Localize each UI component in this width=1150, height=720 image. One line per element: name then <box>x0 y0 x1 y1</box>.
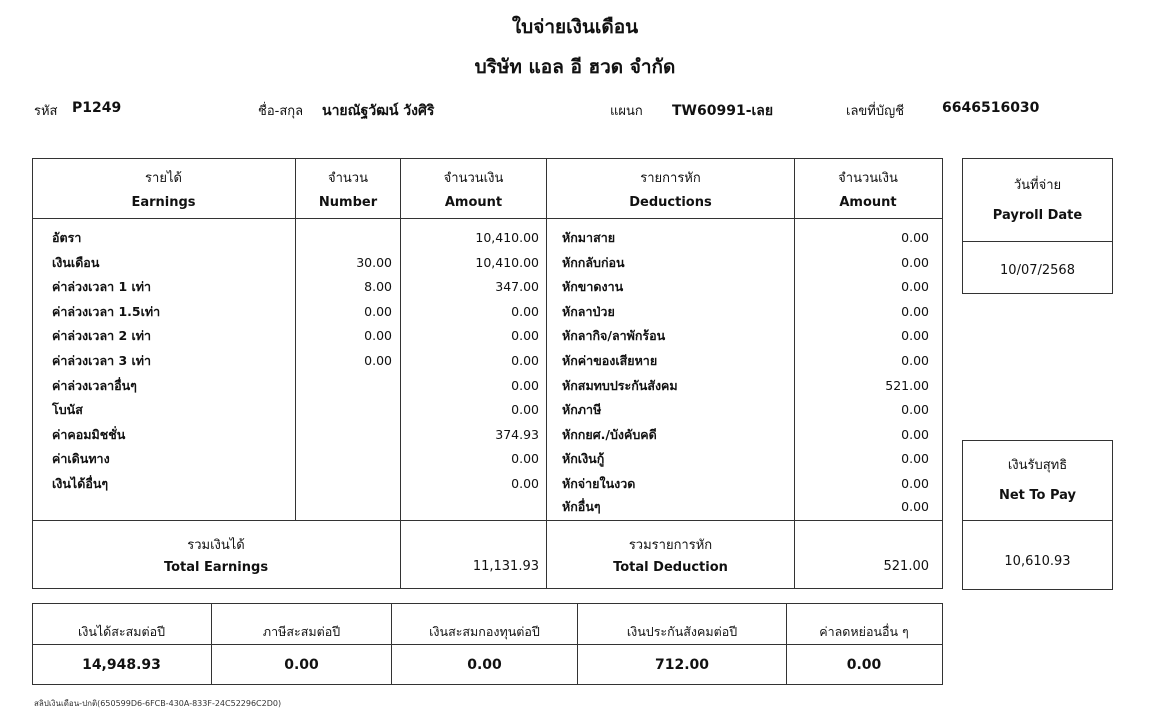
header-deductions: รายการหัก Deductions <box>629 171 712 210</box>
payroll-date-label: วันที่จ่าย Payroll Date <box>992 178 1083 223</box>
deduction-amount: 0.00 <box>901 451 929 467</box>
earning-label: ค่าเดินทาง <box>52 451 110 467</box>
deduction-amount: 0.00 <box>901 402 929 418</box>
deduction-amount: 0.00 <box>901 328 929 344</box>
total-deduction-label: รวมรายการหัก Total Deduction <box>613 538 728 575</box>
earning-amount: 374.93 <box>495 426 539 442</box>
earning-amount: 0.00 <box>511 377 539 393</box>
deduction-label: หักเงินกู้ <box>562 451 605 467</box>
dept-label: แผนก <box>610 104 643 119</box>
account-label: เลขที่บัญชี <box>846 104 905 119</box>
account-number: 6646516030 <box>942 100 1040 116</box>
earning-label: ค่าล่วงเวลา 1 เท่า <box>52 279 152 295</box>
deduction-amount: 0.00 <box>901 476 929 491</box>
deduction-amount: 0.00 <box>901 499 929 514</box>
earning-label: ค่าล่วงเวลาอื่นๆ <box>52 377 137 393</box>
earning-label: ค่าคอมมิชชั่น <box>52 426 126 442</box>
ytd-value: 0.00 <box>284 657 319 673</box>
earning-amount: 0.00 <box>511 451 539 467</box>
earning-number: 0.00 <box>364 328 392 344</box>
deduction-label: หักลากิจ/ลาพักร้อน <box>562 328 666 344</box>
deduction-label: หักจ่ายในงวด <box>562 476 636 491</box>
earning-number: 0.00 <box>364 303 392 319</box>
ytd-label: เงินประกันสังคมต่อปี <box>626 624 738 639</box>
deduction-amount: 0.00 <box>901 426 929 442</box>
earning-label: ค่าล่วงเวลา 2 เท่า <box>52 328 152 344</box>
code-label: รหัส <box>34 104 58 119</box>
net-pay-value: 10,610.93 <box>1004 554 1071 569</box>
deduction-amount: 0.00 <box>901 279 929 295</box>
ytd-value: 0.00 <box>846 657 882 673</box>
earning-number <box>296 423 392 447</box>
earning-label: อัตรา <box>52 230 82 245</box>
deduction-amount: 0.00 <box>901 353 929 368</box>
total-earnings-label: รวมเงินได้ Total Earnings <box>163 538 269 575</box>
ytd-label: เงินสะสมกองทุนต่อปี <box>429 624 540 639</box>
deduction-label: หักกลับก่อน <box>562 254 625 270</box>
earning-number <box>296 226 392 250</box>
slip-footer-id: สลิปเงินเดือน-ปกติ(650599D6-6FCB-430A-833F-24C52296C2D0) <box>34 699 282 708</box>
deduction-label: หักลาป่วย <box>562 303 615 319</box>
payroll-date-value: 10/07/2568 <box>1000 263 1075 278</box>
deduction-amount: 0.00 <box>901 230 929 245</box>
ytd-value: 0.00 <box>467 657 502 673</box>
earning-label: เงินได้อื่นๆ <box>52 476 109 491</box>
header-number: จำนวน Number <box>318 171 378 210</box>
deduction-label: หักอื่นๆ <box>562 499 601 514</box>
employee-name: นายณัฐวัฒน์ วังศิริ <box>322 103 435 119</box>
earning-number: 8.00 <box>364 279 392 295</box>
deduction-label: หักสมทบประกันสังคม <box>562 377 678 393</box>
ytd-label: ภาษีสะสมต่อปี <box>262 624 341 639</box>
employee-code: P1249 <box>72 100 122 116</box>
earning-label: เงินเดือน <box>52 254 100 270</box>
deduction-label: หักภาษี <box>562 402 602 418</box>
header-deduction-amount: จำนวนเงิน Amount <box>838 171 898 210</box>
earning-number: 0.00 <box>364 353 392 368</box>
earning-amount: 347.00 <box>495 279 539 295</box>
ytd-label: เงินได้สะสมต่อปี <box>77 624 166 639</box>
company-name: บริษัท แอล อี ฮวด จำกัด <box>474 56 676 78</box>
deduction-label: หักกยศ./บังคับคดี <box>562 426 657 442</box>
earning-amount: 0.00 <box>511 353 539 368</box>
document-title: ใบจ่ายเงินเดือน <box>511 16 639 38</box>
header-amount: จำนวนเงิน Amount <box>443 171 504 210</box>
department: TW60991-เลย <box>672 103 774 119</box>
earning-amount: 0.00 <box>511 402 539 418</box>
total-earnings-value: 11,131.93 <box>472 559 539 574</box>
earning-amount: 10,410.00 <box>475 254 539 270</box>
earning-amount: 0.00 <box>511 303 539 319</box>
net-pay-label: เงินรับสุทธิ Net To Pay <box>998 458 1077 503</box>
earning-number: 30.00 <box>356 254 392 270</box>
deduction-amount: 0.00 <box>901 254 929 270</box>
ytd-label: ค่าลดหย่อนอื่น ๆ <box>819 624 909 639</box>
earning-number <box>296 398 392 422</box>
earning-label: โบนัส <box>52 402 83 418</box>
earning-amount: 0.00 <box>511 328 539 344</box>
earning-label: ค่าล่วงเวลา 1.5เท่า <box>52 303 161 319</box>
deduction-amount: 0.00 <box>901 303 929 319</box>
name-label: ชื่อ-สกุล <box>258 104 304 119</box>
earning-label: ค่าล่วงเวลา 3 เท่า <box>52 353 152 368</box>
earning-number <box>296 472 392 496</box>
deduction-label: หักมาสาย <box>562 230 616 245</box>
ytd-value: 14,948.93 <box>82 657 161 673</box>
total-deduction-value: 521.00 <box>883 559 929 574</box>
earning-amount: 10,410.00 <box>475 230 539 245</box>
ytd-value: 712.00 <box>654 657 710 673</box>
deduction-amount: 521.00 <box>885 377 929 393</box>
earning-number <box>296 374 392 398</box>
earning-number <box>296 447 392 471</box>
deduction-label: หักขาดงาน <box>562 279 624 295</box>
header-earnings: รายได้ Earnings <box>131 171 196 210</box>
deduction-label: หักค่าของเสียหาย <box>562 353 658 368</box>
earning-amount: 0.00 <box>511 476 539 491</box>
